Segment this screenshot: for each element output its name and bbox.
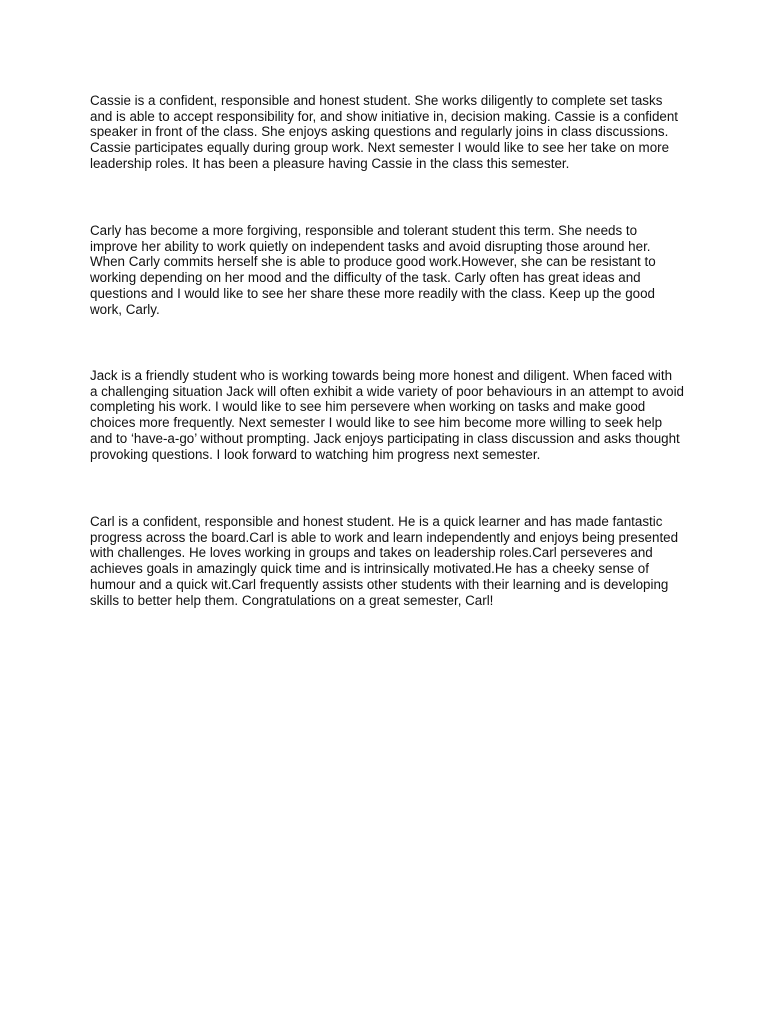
report-comment-carl: Carl is a confident, responsible and honest student. He is a quick learner and has made fantastic progress across the board.Carl is able to work and learn independently and enjoys being presented with challenges. He loves working in groups and takes on leadership roles.Carl perseveres and achieves goals in amazingly quick time and is intrinsically motivated.He has a cheeky sense of humour and a quick wit.Carl frequently assists other students with their learning and is developing skills to better help them. Congratulations on a great semester, Carl! — [90, 514, 679, 608]
report-comment-cassie: Cassie is a confident, responsible and honest student. She works diligently to complete set tasks and is able to accept responsibility for, and show initiative in, decision making. Cassie is a confident speaker in front of the class. She enjoys asking questions and regularly joins in class discussions. Cassie participates equally during group work. Next semester I would like to see her take on more leadership roles. It has been a pleasure having Cassie in the class this semester. — [90, 93, 679, 171]
report-comment-jack: Jack is a friendly student who is working towards being more honest and diligent. When faced with a challenging situation Jack will often exhibit a wide variety of poor behaviours in an attempt to avoid completing his work. I would like to see him persevere when working on tasks and make good choices more frequently. Next semester I would like to see him become more willing to seek help and to ‘have-a-go’ without prompting. Jack enjoys participating in class discussion and asks thought provoking questions. I look forward to watching him progress next semester. — [90, 368, 684, 462]
report-comment-carly: Carly has become a more forgiving, responsible and tolerant student this term. She needs to improve her ability to work quietly on independent tasks and avoid disrupting those around her. When Carly commits herself she is able to produce good work.However, she can be resistant to working depending on her mood and the difficulty of the task. Carly often has great ideas and questions and I would like to see her share these more readily with the class. Keep up the good work, Carly. — [90, 223, 656, 317]
